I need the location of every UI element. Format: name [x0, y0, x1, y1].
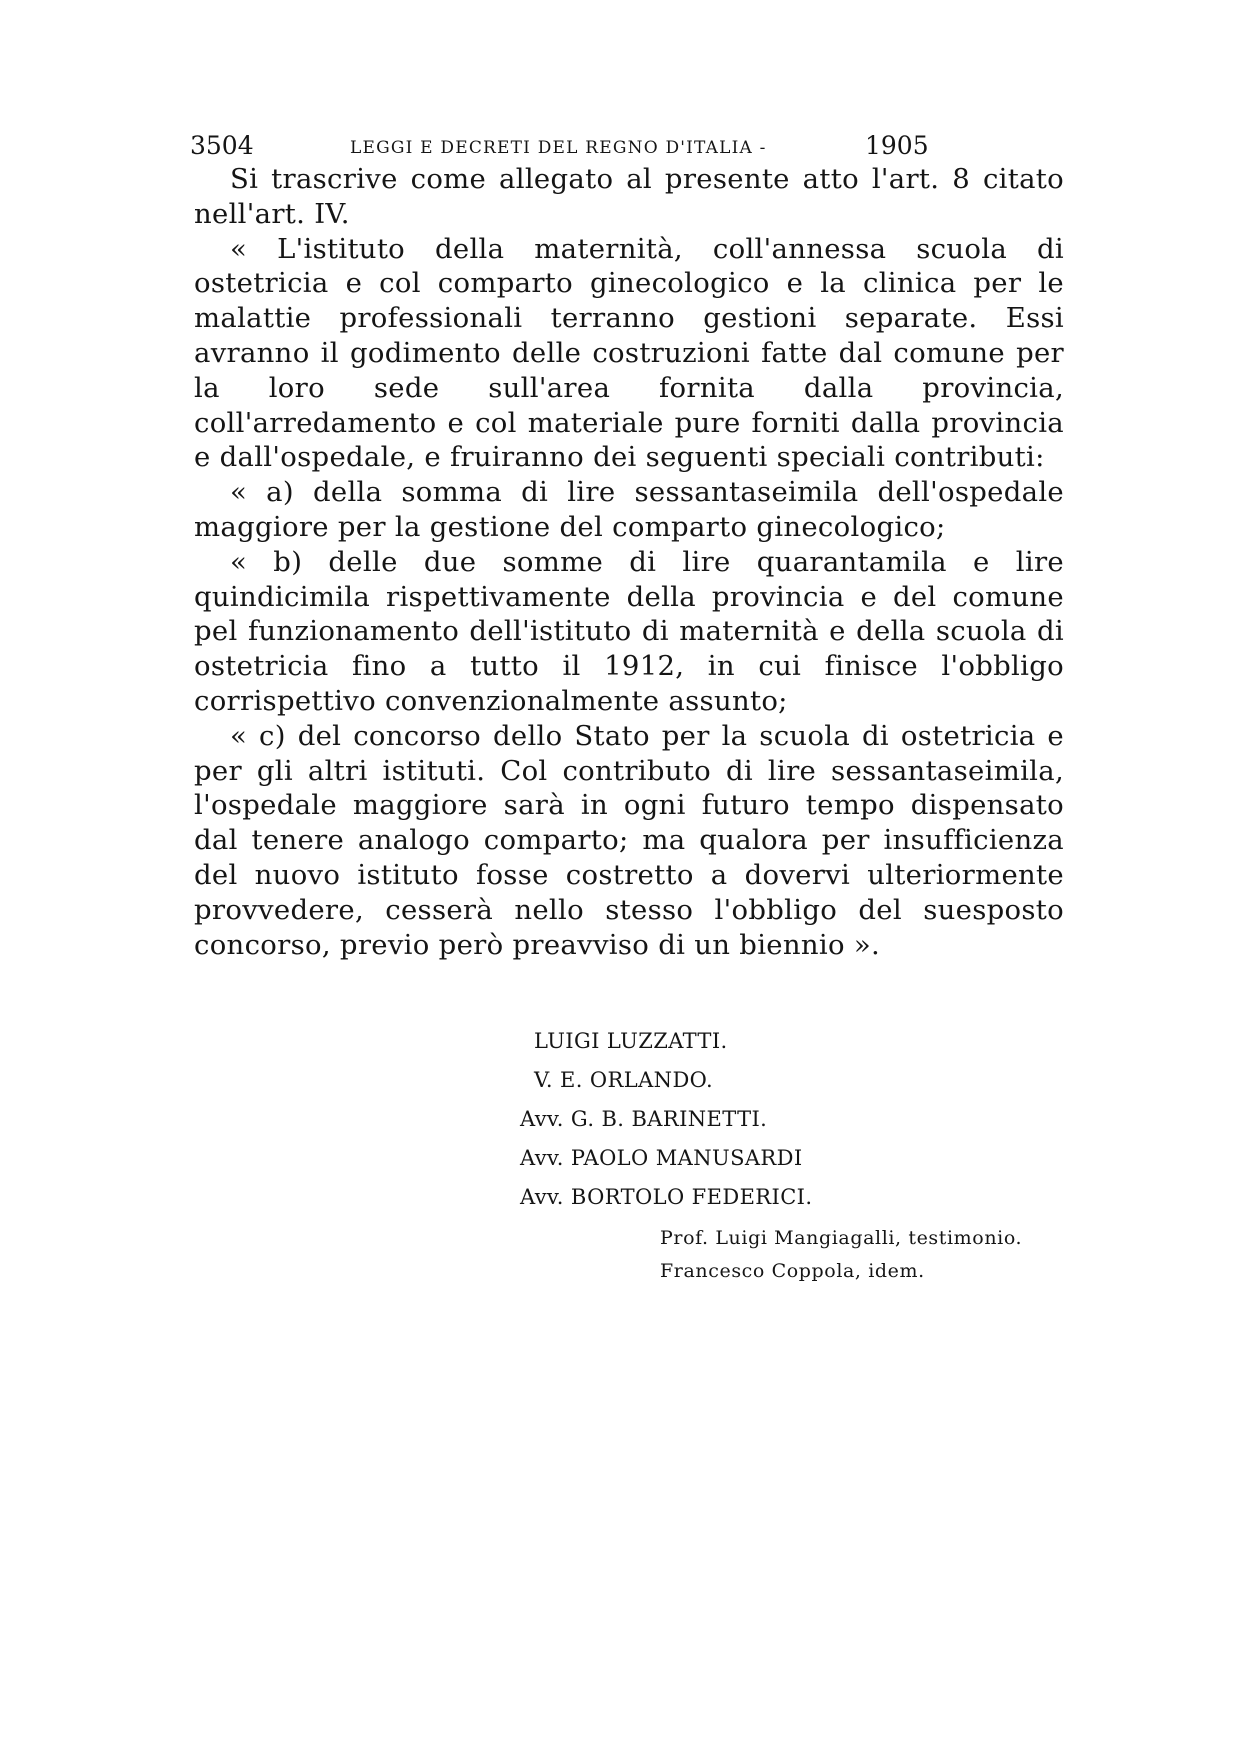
running-title: LEGGI E DECRETI DEL REGNO D'ITALIA - — [350, 138, 767, 158]
paragraph-item-a: « a) della somma di lire sessantaseimila dell'ospedale maggiore per la gestione del comparto ginecologico; — [194, 476, 1064, 543]
signature-orlando: V. E. ORLANDO. — [534, 1068, 714, 1092]
witness-coppola: Francesco Coppola, idem. — [660, 1260, 925, 1282]
signature-federici: Avv. BORTOLO FEDERICI. — [520, 1185, 813, 1209]
page-header — [190, 128, 929, 164]
paragraph-article: « L'istituto della maternità, coll'annessa scuola di ostetricia e col comparto ginecologico e la clinica per le malattie professionali terranno gestioni separate. Essi avranno il godimento delle costruzioni fatte dal comune per la loro sede sull'area fornita dalla provincia, coll'arredamento e col materiale pure forniti dalla provincia e dall'ospedale, e fruiranno dei seguenti speciali contributi: — [194, 232, 1064, 474]
page-number: 3504 — [190, 131, 254, 160]
paragraph-item-c: « c) del concorso dello Stato per la scuola di ostetricia e per gli altri istituti. Col contributo di lire sessantaseimila, l'ospedale maggiore sarà in ogni futuro tempo dispensato dal tenere analogo comparto; ma qualora per insufficienza del nuovo istituto fosse costretto a dovervi ulteriormente provvedere, cesserà nello stesso l'obbligo del suesposto concorso, previo però preavviso di un biennio ». — [194, 719, 1064, 961]
signature-barinetti: Avv. G. B. BARINETTI. — [520, 1107, 768, 1131]
header-year: 1905 — [865, 131, 929, 160]
signature-manusardi: Avv. PAOLO MANUSARDI — [520, 1146, 803, 1170]
signatures-block — [520, 1022, 820, 1217]
signature-luzzatti: LUIGI LUZZATTI. — [534, 1029, 728, 1053]
paragraph-intro: Si trascrive come allegato al presente atto l'art. 8 citato nell'art. IV. — [194, 163, 1064, 230]
witnesses-block — [660, 1222, 1022, 1288]
body-text — [194, 162, 1064, 962]
witness-mangiagalli: Prof. Luigi Mangiagalli, testimonio. — [660, 1227, 1023, 1249]
paragraph-item-b: « b) delle due somme di lire quarantamila e lire quindicimila rispettivamente della provincia e del comune pel funzionamento dell'istituto di maternità e della scuola di ostetricia fino a tutto il 1912, in cui finisce l'obbligo corrispettivo convenzionalmente assunto; — [194, 545, 1064, 717]
